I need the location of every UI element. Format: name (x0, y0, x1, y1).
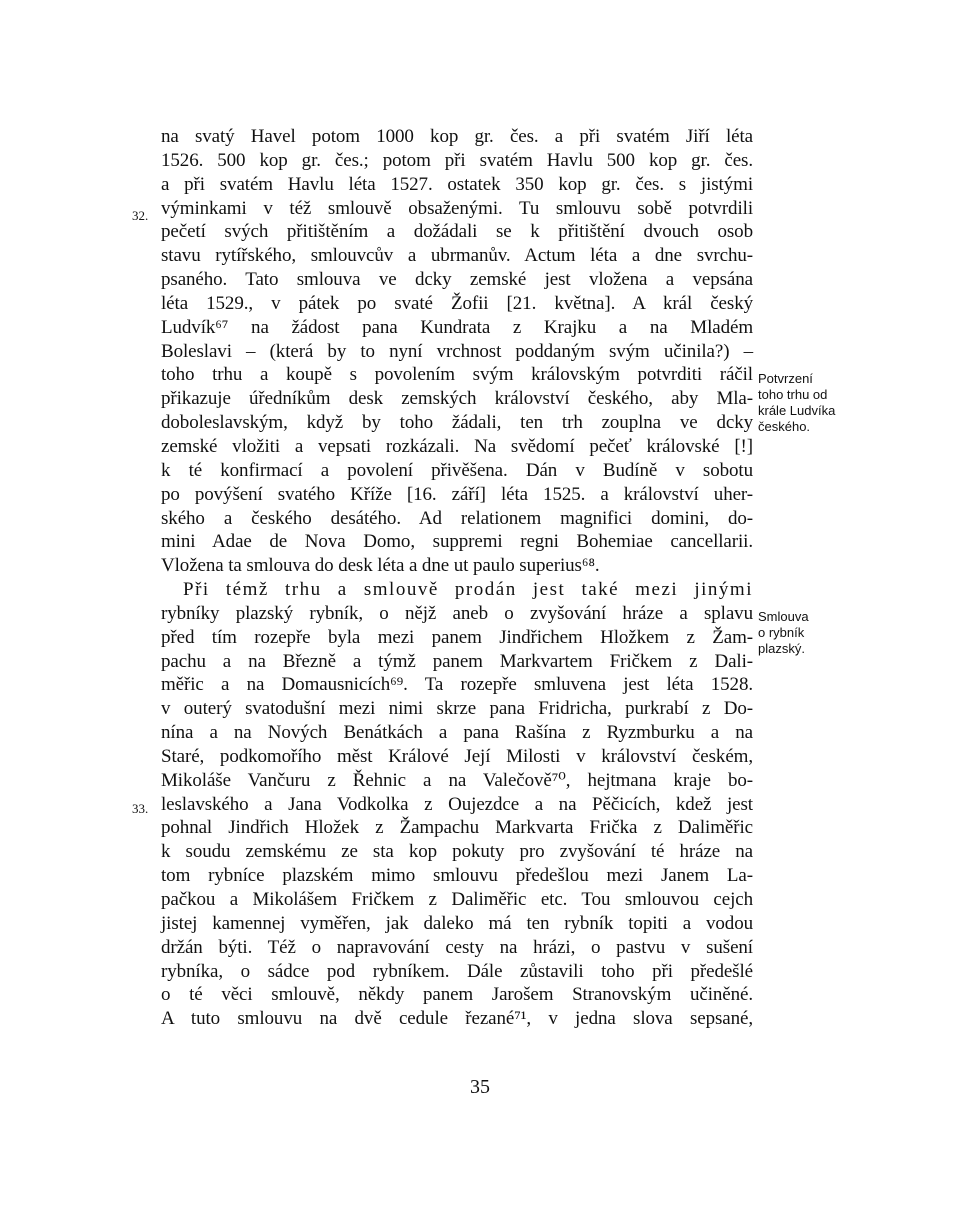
text-line: v outerý svatodušní mezi nimi skrze pana Fridricha, purkrabí z Do- (161, 698, 753, 720)
margin-note-confirmation (758, 371, 868, 435)
line-number-32: 32. (132, 208, 149, 223)
text-line: pohnal Jindřich Hložek z Žampachu Markvarta Frička z Daliměřic (161, 817, 753, 839)
text-line: A tuto smlouvu na dvě cedule řezané⁷¹, v jedna slova sepsané, (161, 1008, 753, 1030)
text-line: léta 1529., v pátek po svaté Žofii [21. května]. A král český (161, 292, 753, 314)
margin-note-line: českého. (758, 419, 811, 434)
text-line: Při témž trhu a smlouvě prodán jest také mezi jinými (183, 579, 753, 601)
text-line: o té věci smlouvě, někdy panem Jarošem Stranovským učiněné. (161, 984, 753, 1006)
margin-note-line: krále Ludvíka (758, 403, 836, 418)
text-line: Vložena ta smlouva do desk léta a dne ut paulo superius⁶⁸. (161, 555, 600, 577)
text-line: rybníky plazský rybník, o nějž aneb o zvyšování hráze a splavu (161, 602, 753, 624)
text-line: Boleslavi – (která by to nyní vrchnost poddaným svým učinila?) – (161, 340, 753, 362)
text-line: ského a českého desátého. Ad relationem magnifici domini, do- (161, 507, 753, 529)
text-line: a při svatém Havlu léta 1527. ostatek 350 kop gr. čes. s jistými (161, 173, 753, 195)
text-line: měřic a na Domausnicích⁶⁹. Ta rozepře smluvena jest léta 1528. (161, 674, 753, 696)
text-line: tom rybníce plazském mimo smlouvu předešlou mezi Janem La- (161, 865, 753, 887)
margin-note-pond-contract (758, 609, 868, 657)
text-line: leslavského a Jana Vodkolka z Oujezdce a na Pěčicích, kdež jest (161, 793, 753, 815)
text-line: pačkou a Mikolášem Fričkem z Daliměřic etc. Tou smlouvou cejch (161, 889, 753, 910)
line-number-33: 33. (132, 801, 149, 816)
text-line: doboleslavským, když by toho žádali, ten trh zouplna ve dcky (161, 412, 753, 434)
text-line: držán býti. Též o napravování cesty na hrázi, o pastvu v sušení (161, 936, 753, 958)
page-number: 35 (470, 1076, 490, 1098)
text-line: výminkami v též smlouvě obsaženými. Tu smlouvu sobě potvrdili (161, 197, 753, 219)
margin-note-line: plazský. (758, 641, 805, 656)
text-line: před tím rozepře byla mezi panem Jindřichem Hložkem z Žam- (161, 626, 753, 648)
margin-note-line: Smlouva (758, 609, 809, 624)
text-line: rybníka, o sádce pod rybníkem. Dále zůstavili toho při předešlé (161, 960, 753, 982)
text-line: Ludvík⁶⁷ na žádost pana Kundrata z Krajku a na Mladém (161, 316, 753, 338)
text-line: k soudu zemskému ze sta kop pokuty pro zvyšování té hráze na (161, 841, 753, 863)
margin-note-line: o rybník (758, 625, 805, 640)
text-line: stavu rytířského, smlouvcův a ubrmanův. Actum léta a dne svrchu- (161, 245, 753, 267)
text-line: nína a na Nových Benátkách a pana Rašína z Ryzmburku a na (161, 722, 753, 744)
text-line: k té konfirmací a povolení přivěšena. Dán v Budíně v sobotu (161, 459, 753, 481)
text-line: po povýšení svatého Kříže [16. září] léta 1525. a království uher- (161, 483, 753, 505)
text-line: Mikoláše Vančuru z Řehnic a na Valečově⁷⁰, hejtmana kraje bo- (161, 769, 753, 791)
text-line: na svatý Havel potom 1000 kop gr. čes. a při svatém Jiří léta (161, 126, 753, 147)
margin-note-line: Potvrzení (758, 371, 813, 386)
text-line: pachu a na Březně a týmž panem Markvartem Fričkem z Dali- (161, 650, 753, 672)
text-line: psaného. Tato smlouva ve dcky zemské jest vložena a vepsána (161, 269, 753, 291)
margin-note-line: toho trhu od (758, 387, 828, 402)
text-line: jistej kamennej vyměřen, jak daleko má ten rybník topiti a vodou (161, 912, 753, 934)
text-line: toho trhu a koupě s povolením svým královským potvrditi ráčil (161, 364, 753, 386)
text-line: 1526. 500 kop gr. čes.; potom při svatém Havlu 500 kop gr. čes. (161, 149, 753, 171)
text-line: mini Adae de Nova Domo, suppremi regni Bohemiae cancellarii. (161, 531, 753, 553)
text-line: Staré, podkomořího měst Králové Její Milosti v království českém, (161, 745, 753, 767)
body-text (161, 125, 753, 1031)
text-line: přikazuje úředníkům desk zemských království českého, aby Mla- (161, 388, 753, 410)
text-line: zemské vložiti a vepsati rozkázali. Na svědomí pečeť královské [!] (161, 435, 753, 457)
text-line: pečetí svých přitištěním a dožádali se k přitištění dvouch osob (161, 221, 753, 243)
